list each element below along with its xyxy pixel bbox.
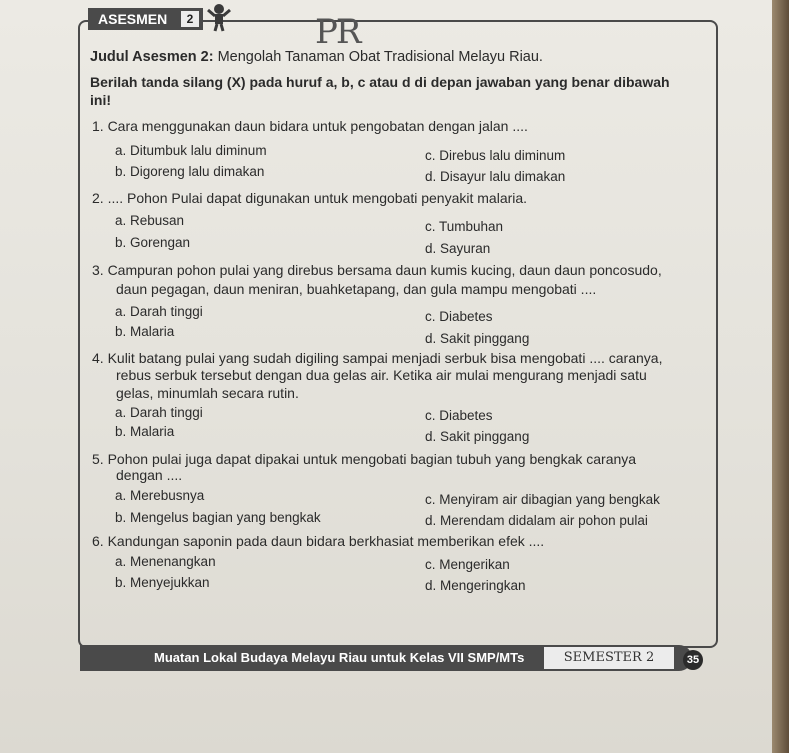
question-4-option-b[interactable]: b. Malaria [115, 424, 175, 439]
question-3-option-c[interactable]: c. Diabetes [425, 309, 493, 324]
question-3-option-b[interactable]: b. Malaria [115, 324, 175, 339]
question-3-line-1: 3. Campuran pohon pulai yang direbus bersama daun kumis kucing, daun daun poncosudo, [92, 262, 662, 278]
question-5-line-2: dengan .... [116, 467, 183, 483]
question-4-option-a[interactable]: a. Darah tinggi [115, 405, 203, 420]
question-6-option-c[interactable]: c. Mengerikan [425, 557, 510, 572]
footer-book-title: Muatan Lokal Budaya Melayu Riau untuk Kelas VII SMP/MTs [154, 650, 525, 665]
mascot-icon [206, 2, 232, 32]
question-2-option-a[interactable]: a. Rebusan [115, 213, 185, 228]
footer-bar [80, 645, 692, 671]
title-label: Judul Asesmen 2: [90, 49, 214, 65]
question-3-option-a[interactable]: a. Darah tinggi [115, 304, 203, 319]
assessment-badge [88, 8, 203, 30]
question-1-option-b[interactable]: b. Digoreng lalu dimakan [115, 164, 265, 179]
assessment-title [90, 49, 543, 65]
question-4-option-c[interactable]: c. Diabetes [425, 408, 493, 423]
question-6-option-a[interactable]: a. Menenangkan [115, 554, 216, 569]
question-1-text: 1. Cara menggunakan daun bidara untuk pengobatan dengan jalan .... [92, 118, 528, 134]
instruction-line-2: ini! [90, 92, 111, 108]
question-2-text: 2. .... Pohon Pulai dapat digunakan untuk mengobati penyakit malaria. [92, 190, 528, 206]
question-6-option-b[interactable]: b. Menyejukkan [115, 575, 210, 590]
question-4-option-d[interactable]: d. Sakit pinggang [425, 429, 530, 444]
question-5-option-b[interactable]: b. Mengelus bagian yang bengkak [115, 510, 321, 525]
badge-label: ASESMEN [98, 11, 168, 27]
question-5-option-c[interactable]: c. Menyiram air dibagian yang bengkak [425, 492, 660, 507]
question-2-option-c[interactable]: c. Tumbuhan [425, 219, 504, 234]
question-5-option-d[interactable]: d. Merendam didalam air pohon pulai [425, 513, 648, 528]
question-6-text: 6. Kandungan saponin pada daun bidara berkhasiat memberikan efek .... [92, 533, 545, 549]
question-4-line-2: rebus serbuk tersebut dengan dua gelas air. Ketika air mulai mengurang menjadi satu [116, 367, 647, 383]
question-5-option-a[interactable]: a. Merebusnya [115, 488, 205, 503]
question-2-option-d[interactable]: d. Sayuran [425, 241, 491, 256]
question-2-option-b[interactable]: b. Gorengan [115, 235, 191, 250]
question-4-line-1: 4. Kulit batang pulai yang sudah digiling sampai menjadi serbuk bisa mengobati .... caranya, [92, 350, 663, 366]
page-number: 35 [683, 650, 703, 670]
question-4-line-3: gelas, minumlah secara rutin. [116, 385, 299, 401]
title-text: Mengolah Tanaman Obat Tradisional Melayu Riau. [217, 49, 543, 65]
question-1-option-a[interactable]: a. Ditumbuk lalu diminum [115, 143, 267, 158]
question-1-option-c[interactable]: c. Direbus lalu diminum [425, 148, 566, 163]
badge-number: 2 [181, 11, 199, 27]
question-5-line-1: 5. Pohon pulai juga dapat dipakai untuk mengobati bagian tubuh yang bengkak caranya [92, 451, 637, 467]
question-3-option-d[interactable]: d. Sakit pinggang [425, 331, 530, 346]
question-6-option-d[interactable]: d. Mengeringkan [425, 578, 526, 593]
question-3-line-2: daun pegagan, daun meniran, buahketapang, dan gula mampu mengobati .... [116, 281, 597, 297]
page-edge-background [772, 0, 789, 753]
question-1-option-d[interactable]: d. Disayur lalu dimakan [425, 169, 566, 184]
instruction-line-1: Berilah tanda silang (X) pada huruf a, b, c atau d di depan jawaban yang benar dibawah [90, 74, 670, 90]
footer-semester: SEMESTER 2 [544, 647, 674, 669]
handwritten-mark: PR [315, 12, 360, 52]
